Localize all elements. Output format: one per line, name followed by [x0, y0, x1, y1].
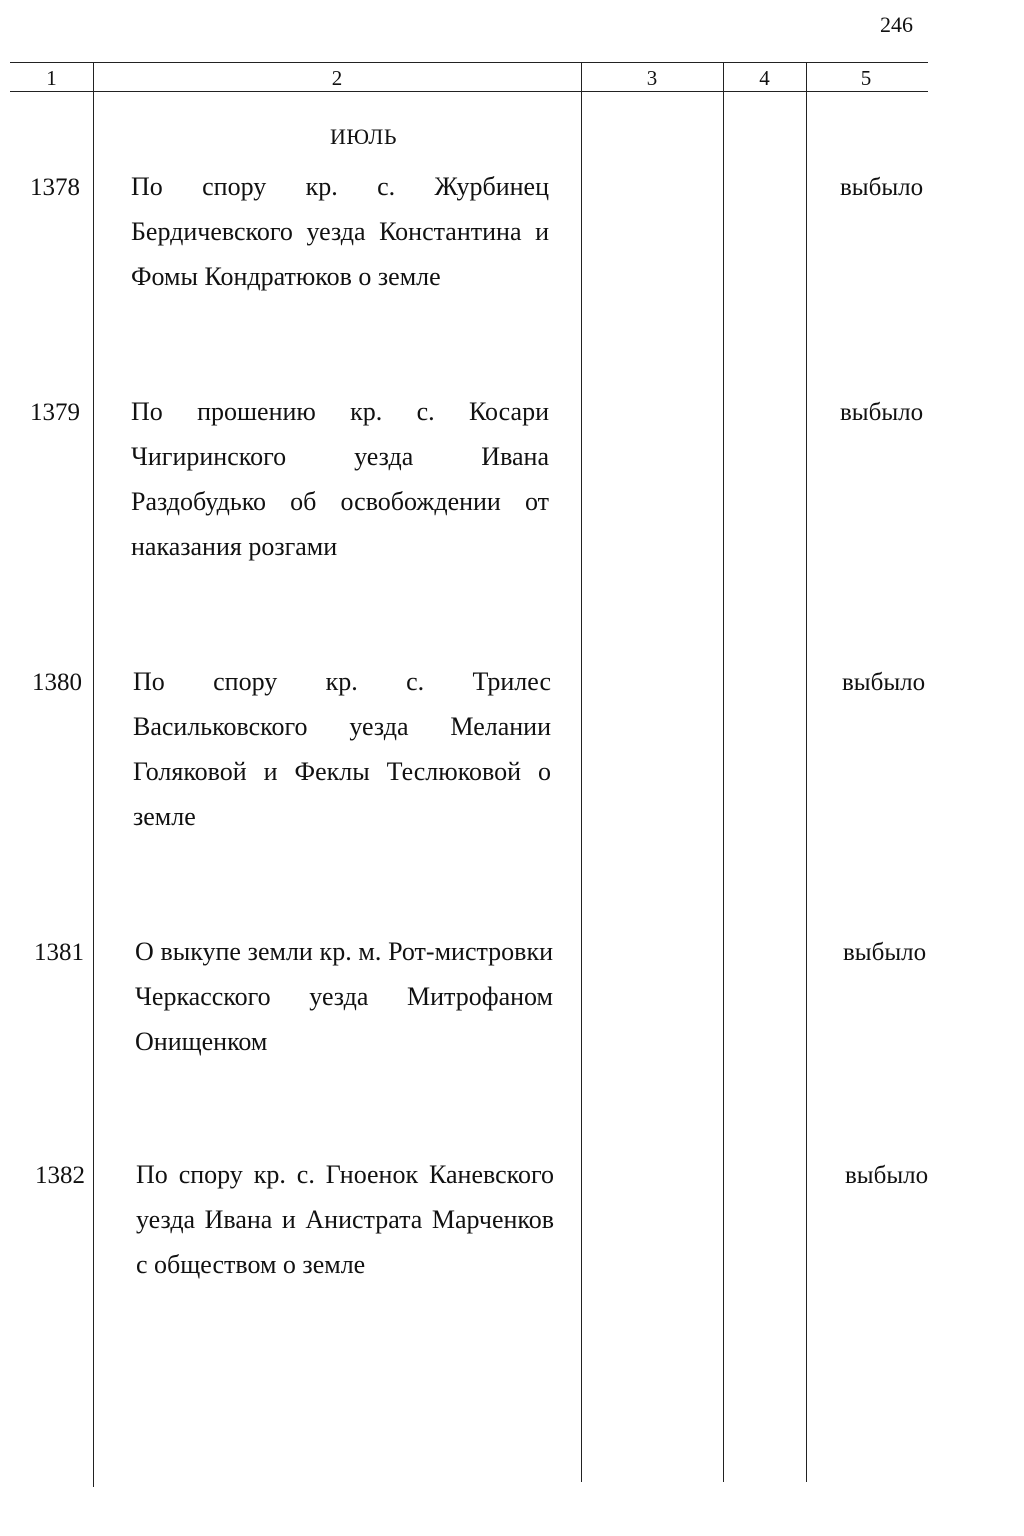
- entry-number: 1382: [35, 1162, 85, 1189]
- entry-status: выбыло: [842, 669, 926, 696]
- entry-number: 1379: [30, 399, 80, 426]
- column-divider-2: [581, 62, 582, 1482]
- month-heading: ИЮЛЬ: [330, 124, 397, 149]
- entry-number: 1380: [32, 669, 82, 696]
- entry-description: По спору кр. с. Гноенок Каневского уезда Ивана и Анистрата Марченков с обществом о земле: [136, 1160, 554, 1279]
- entry-status: выбыло: [845, 1162, 929, 1189]
- page-number: 246: [880, 12, 913, 37]
- entry-status: выбыло: [840, 399, 924, 426]
- column-divider-4: [806, 62, 807, 1482]
- header-bottom-rule: [10, 91, 928, 92]
- entry-description: По спору кр. с. Трилес Васильковского уезда Мелании Голяковой и Феклы Теслюковой о земле: [133, 667, 551, 831]
- column-heading-4: 4: [759, 66, 770, 90]
- column-divider-1: [93, 62, 94, 1487]
- header-top-rule: [10, 62, 928, 63]
- column-divider-3: [723, 62, 724, 1482]
- entry-status: выбыло: [840, 174, 924, 201]
- entry-number: 1378: [30, 174, 80, 201]
- column-heading-5: 5: [860, 66, 872, 90]
- entry-description: По прошению кр. с. Косари Чигиринского уезда Ивана Раздобудько об освобождении от наказания розгами: [131, 397, 549, 561]
- column-heading-2: 2: [331, 66, 343, 90]
- entry-number: 1381: [34, 939, 84, 966]
- entry-description: По спору кр. с. Журбинец Бердичевского уезда Константина и Фомы Кондратюков о земле: [131, 172, 549, 291]
- column-heading-1: 1: [46, 66, 57, 90]
- column-heading-3: 3: [646, 66, 658, 90]
- entry-description: О выкупе земли кр. м. Рот-мистровки Черкасского уезда Митрофаном Онищенком: [135, 937, 553, 1056]
- entry-status: выбыло: [843, 939, 927, 966]
